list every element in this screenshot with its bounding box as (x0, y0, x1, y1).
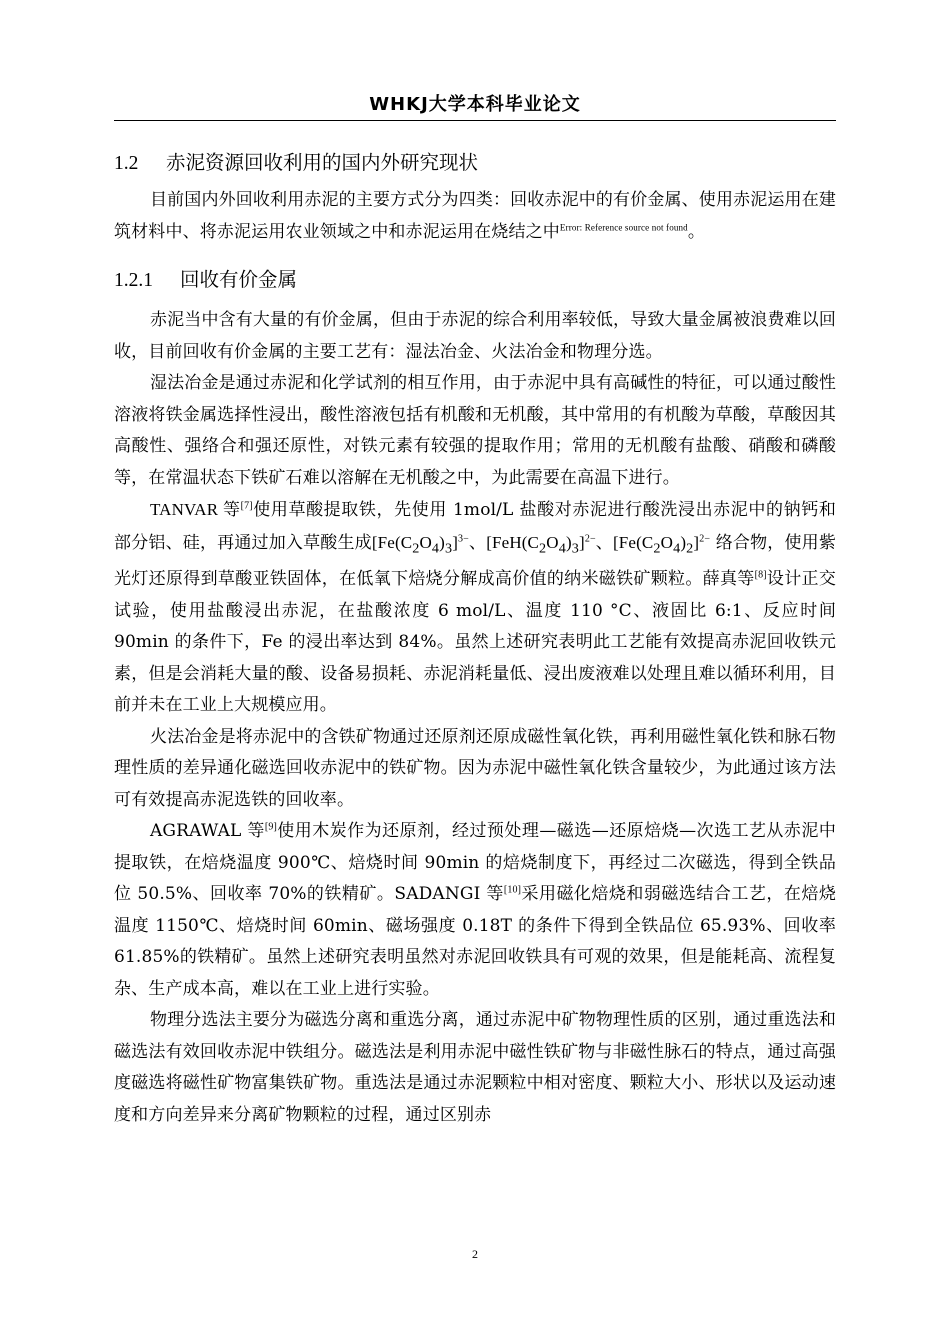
paragraph-5 (114, 816, 836, 1005)
p3-text-c: 络合物，使用紫光灯还原得到草酸亚铁固体，在低氧下焙烧分解成高价值的纳米磁铁矿颗粒。薛真等 (114, 532, 837, 590)
page-number: 2 (472, 1247, 478, 1261)
paragraph-6: 物理分选法主要分为磁选分离和重选分离，通过赤泥中矿物物理性质的区别，通过重选法和磁选法有效回收赤泥中铁组分。磁选法是利用赤泥中磁性铁矿物与非磁性脉石的特点，通过高强度磁选将磁性矿物富集铁矿物。重选法是通过赤泥颗粒中相对密度、颗粒大小、形状以及运动速度和方向差异来分离矿物颗粒的过程，通过区别赤 (114, 1010, 836, 1125)
running-header: WHKJ大学本科毕业论文 (369, 94, 581, 115)
oxalate-complex-3: $[Fe(C_2O_4)_2]^{2-}$ (613, 532, 711, 556)
paragraph-2: 湿法冶金是通过赤泥和化学试剂的相互作用，由于赤泥中具有高碱性的特征，可以通过酸性溶液将铁金属选择性浸出，酸性溶液包括有机酸和无机酸，其中常用的有机酸为草酸，草酸因其高酸性、强络合和强还原性，对铁元素有较强的提取作用；常用的无机酸有盐酸、硝酸和磷酸等，在常温状态下铁矿石难以溶解在无机酸之中，为此需要在高温下进行。 (114, 373, 836, 488)
oxalate-complex-2: $[FeH(C_2O_4)_3]^{2-}$ (486, 532, 596, 556)
oxalate-complex-1: $[Fe(C_2O_4)_3]^{3-}$ (371, 532, 469, 556)
citation-9: [9] (264, 821, 277, 833)
reference-error-note: Error: Reference source not found (559, 221, 688, 232)
header-rule (114, 120, 836, 121)
p3-text-b: 使用草酸提取铁，先使用 1mol/L 盐酸对赤泥进行酸洗浸出赤泥中的钠钙和部分铝、硅，再通过加入草酸生成 (114, 500, 836, 553)
subsection-title: 回收有价金属 (180, 268, 298, 291)
section-intro-paragraph (114, 185, 836, 248)
intro-end: 。 (687, 221, 705, 242)
p3-separator-1: 、 (468, 532, 487, 553)
p5-text-c: 采用磁化焙烧和弱磁选结合工艺，在焙烧温度 1150℃、焙烧时间 60min、磁场强度 0.18T 的条件下得到全铁品位 65.93%、回收率 61.85%的铁精矿。虽然上述研究表明虽然对赤泥回收铁具有可观的效果，但是能耗高、流程复杂、生产成本高，难以在工业上进行实验。 (114, 884, 836, 999)
section-number: 1.2 (114, 153, 139, 174)
p5-text-b: 使用木炭作为还原剂，经过预处理—磁选—还原焙烧—次选工艺从赤泥中提取铁，在焙烧温度 900℃、焙烧时间 90min 的焙烧制度下，再经过二次磁选，得到全铁品位 50.5%、回收率 70%的铁精矿。SADANGI 等 (114, 821, 836, 905)
citation-8: [8] (754, 569, 767, 581)
p3-separator-2: 、 (595, 532, 613, 553)
subsection-number: 1.2.1 (114, 270, 153, 291)
intro-text: 目前国内外回收利用赤泥的主要方式分为四类：回收赤泥中的有价金属、使用赤泥运用在建筑材料中、将赤泥运用农业领域之中和赤泥运用在烧结之中 (114, 190, 836, 242)
p3-text-a: TANVAR 等 (150, 500, 241, 519)
citation-7: [7] (240, 500, 253, 512)
p3-text-d: 设计正交试验，使用盐酸浸出赤泥，在盐酸浓度 6 mol/L、温度 110 °C、液固比 6:1、反应时间 90min 的条件下，Fe 的浸出率达到 84%。虽然上述研究表明此工艺能有效提高赤泥回收铁元素，但是会消耗大量的酸、设备易损耗、赤泥消耗量低、浸出废液难以处理且难以循环利用，目前并未在工业上大规模应用。 (114, 569, 836, 716)
paragraph-1: 赤泥当中含有大量的有价金属，但由于赤泥的综合利用率较低，导致大量金属被浪费难以回收，目前回收有价金属的主要工艺有：湿法冶金、火法冶金和物理分选。 (114, 310, 836, 362)
section-heading (114, 144, 836, 183)
citation-10: [10] (503, 884, 522, 896)
page-body (114, 144, 836, 1131)
subsection-heading (114, 262, 836, 299)
paragraph-4: 火法冶金是将赤泥中的含铁矿物通过还原剂还原成磁性氧化铁，再利用磁性氧化铁和脉石物理性质的差异通化磁选回收赤泥中的铁矿物。因为赤泥中磁性氧化铁含量较少，为此通过该方法可有效提高赤泥选铁的回收率。 (114, 726, 836, 810)
p5-text-a: AGRAWAL 等 (150, 821, 265, 842)
paragraph-3 (114, 494, 836, 722)
section-title: 赤泥资源回收利用的国内外研究现状 (166, 151, 479, 174)
